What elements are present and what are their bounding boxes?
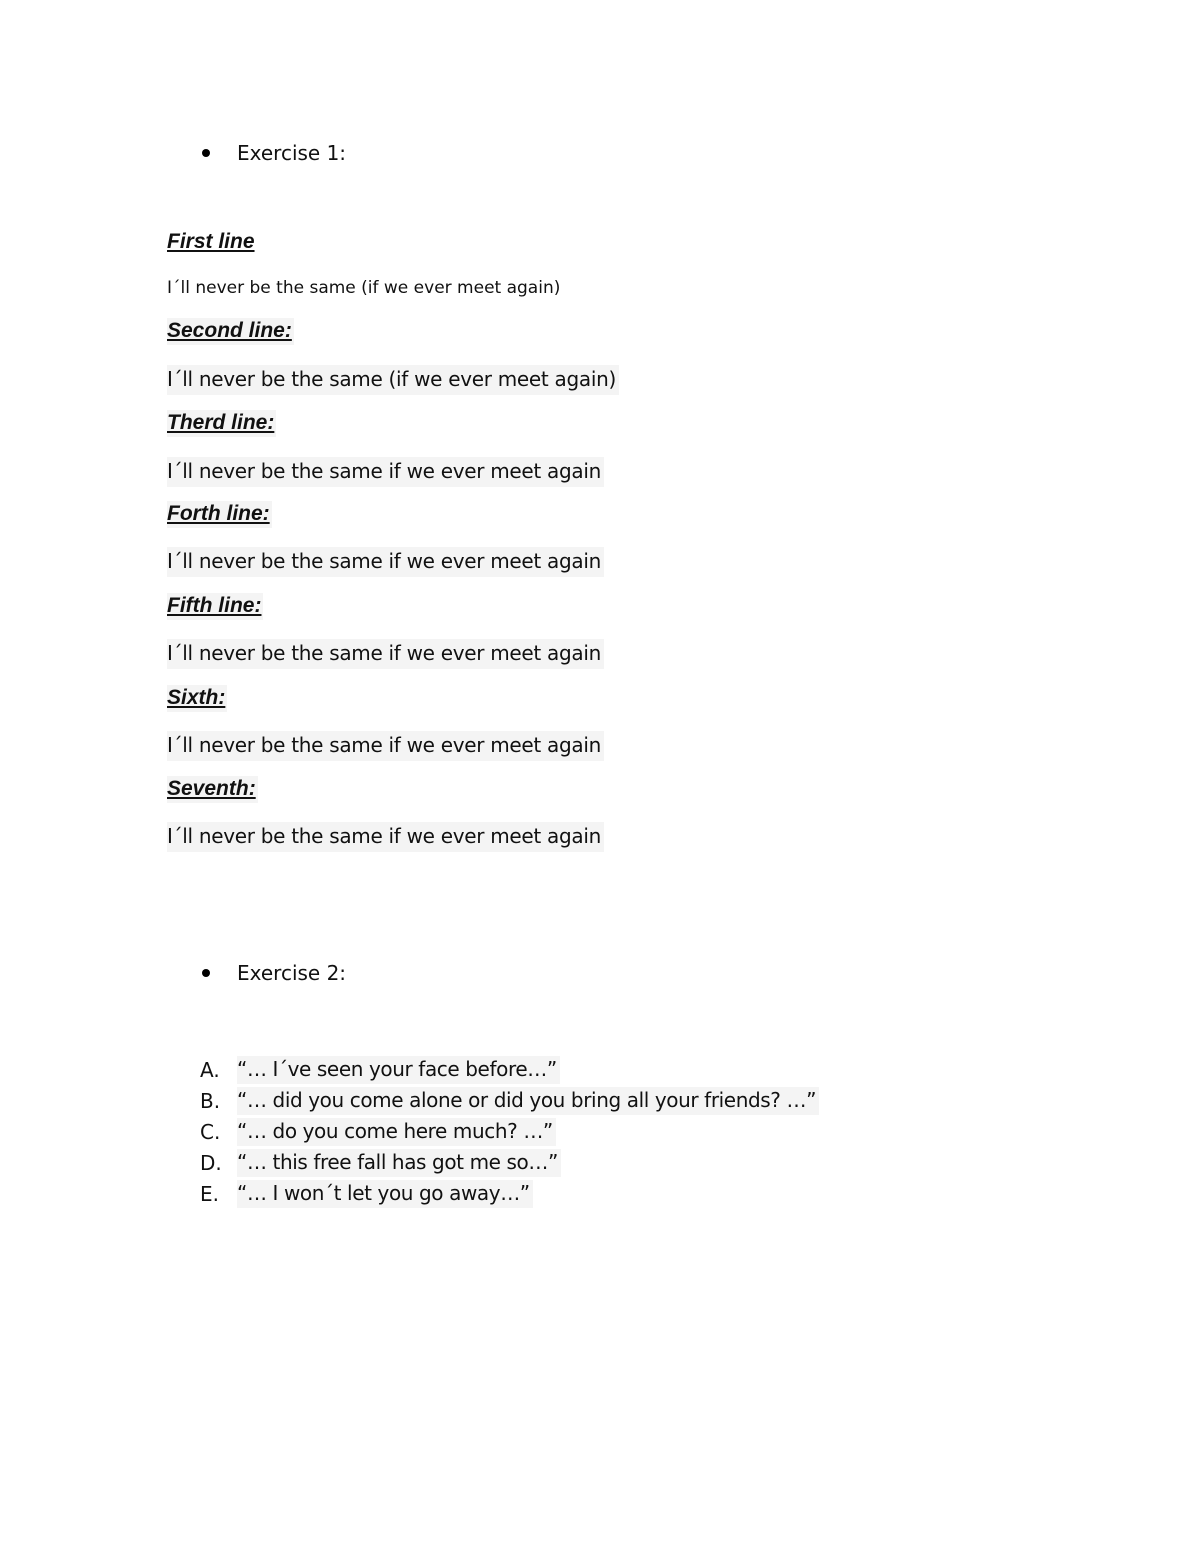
line-heading-fourth: Forth line:: [167, 501, 272, 528]
list-item: [200, 1116, 819, 1147]
line-heading-third: Therd line:: [167, 410, 276, 437]
line-heading-second: Second line:: [167, 318, 294, 345]
line-heading-first: First line: [167, 230, 255, 253]
list-item-text: “… I´ve seen your face before…”: [237, 1056, 560, 1084]
list-item-text: “… do you come here much? …”: [237, 1118, 556, 1146]
list-item-letter: D.: [200, 1150, 222, 1175]
list-item: [200, 1178, 819, 1209]
exercise-2-bullet: [200, 961, 346, 985]
list-item-letter: A.: [200, 1057, 220, 1082]
list-item: [200, 1147, 819, 1178]
exercise-1-bullet: [200, 141, 346, 165]
line-text-seventh: I´ll never be the same if we ever meet again: [167, 822, 604, 852]
line-heading-seventh: Seventh:: [167, 776, 258, 803]
line-heading-sixth: Sixth:: [167, 685, 227, 712]
list-item: [200, 1054, 819, 1085]
line-text-fourth: I´ll never be the same if we ever meet again: [167, 547, 604, 577]
exercise-2-title: Exercise 2:: [237, 961, 347, 985]
list-item-letter: E.: [200, 1181, 219, 1206]
quote-list: [200, 1054, 819, 1209]
line-heading-fifth: Fifth line:: [167, 593, 263, 620]
bullet-icon: [202, 969, 210, 977]
line-text-third: I´ll never be the same if we ever meet again: [167, 457, 604, 487]
list-item-text: “… I won´t let you go away…”: [237, 1180, 533, 1208]
line-text-fifth: I´ll never be the same if we ever meet again: [167, 639, 604, 669]
list-item-letter: C.: [200, 1119, 221, 1144]
line-text-first: I´ll never be the same (if we ever meet again): [167, 278, 561, 298]
line-text-sixth: I´ll never be the same if we ever meet again: [167, 731, 604, 761]
list-item-text: “… did you come alone or did you bring all your friends? …”: [237, 1087, 819, 1115]
line-text-second: I´ll never be the same (if we ever meet again): [167, 365, 619, 395]
list-item: [200, 1085, 819, 1116]
exercise-1-title: Exercise 1:: [237, 141, 347, 165]
bullet-icon: [202, 149, 210, 157]
list-item-letter: B.: [200, 1088, 221, 1113]
list-item-text: “… this free fall has got me so…”: [237, 1149, 561, 1177]
